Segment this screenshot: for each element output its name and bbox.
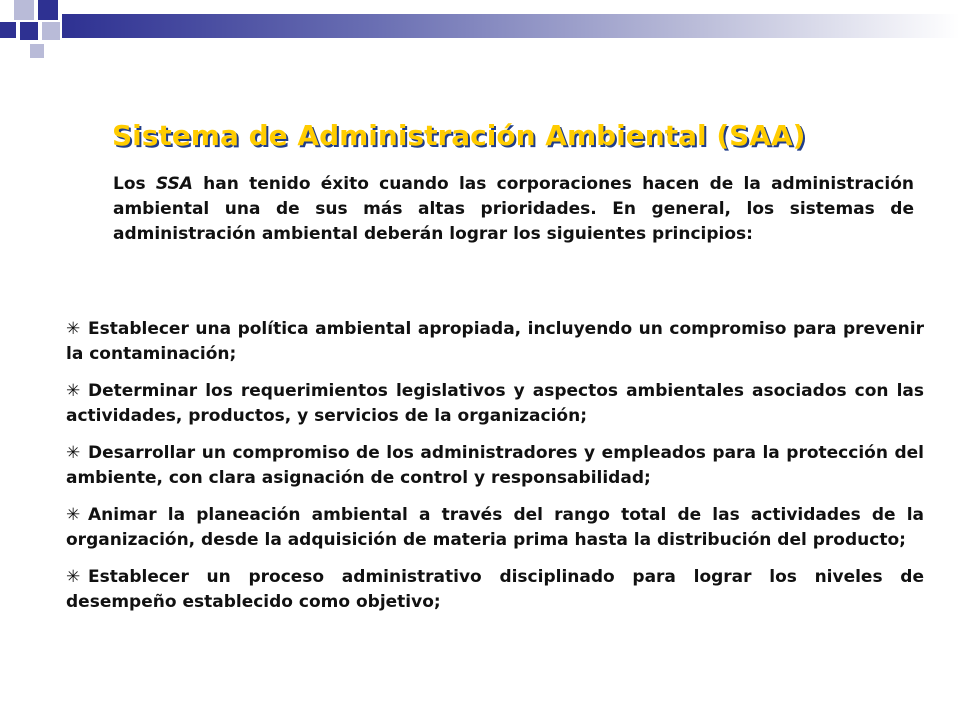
header-gradient-bar [62, 14, 960, 38]
list-item [66, 503, 924, 553]
asterisk-bullet-icon: ✳ [66, 319, 81, 339]
deco-square [0, 22, 16, 38]
deco-square [38, 0, 58, 20]
intro-abbreviation: SSA [155, 174, 193, 194]
deco-square [30, 44, 44, 58]
asterisk-bullet-icon: ✳ [66, 505, 81, 525]
slide-title: Sistema de Administración Ambiental (SAA) [112, 119, 806, 152]
intro-text-start: Los [113, 174, 156, 194]
list-item-text: Determinar los requerimientos legislativos y aspectos ambientales asociados con las actividades, productos, y servicios de la organización; [66, 381, 924, 426]
deco-square [14, 0, 34, 20]
list-item-text: Establecer un proceso administrativo disciplinado para lograr los niveles de desempeño establecido como objetivo; [66, 567, 924, 612]
deco-square [20, 22, 38, 40]
asterisk-bullet-icon: ✳ [66, 443, 81, 463]
list-item [66, 379, 924, 429]
principles-list [66, 317, 924, 627]
list-item [66, 317, 924, 367]
list-item [66, 441, 924, 491]
list-item-text: Desarrollar un compromiso de los administradores y empleados para la protección del ambiente, con clara asignación de control y responsabilidad; [66, 443, 924, 488]
intro-text-rest: han tenido éxito cuando las corporaciones hacen de la administración ambiental una de sus más altas prioridades. En general, los sistemas de administración ambiental deberán lograr los siguientes principios: [113, 174, 914, 244]
asterisk-bullet-icon: ✳ [66, 381, 81, 401]
intro-paragraph [113, 172, 914, 247]
asterisk-bullet-icon: ✳ [66, 567, 81, 587]
header-decoration [0, 0, 960, 60]
list-item [66, 565, 924, 615]
deco-square [42, 22, 60, 40]
list-item-text: Establecer una política ambiental apropiada, incluyendo un compromiso para prevenir la contaminación; [66, 319, 924, 364]
list-item-text: Animar la planeación ambiental a través del rango total de las actividades de la organización, desde la adquisición de materia prima hasta la distribución del producto; [66, 505, 924, 550]
